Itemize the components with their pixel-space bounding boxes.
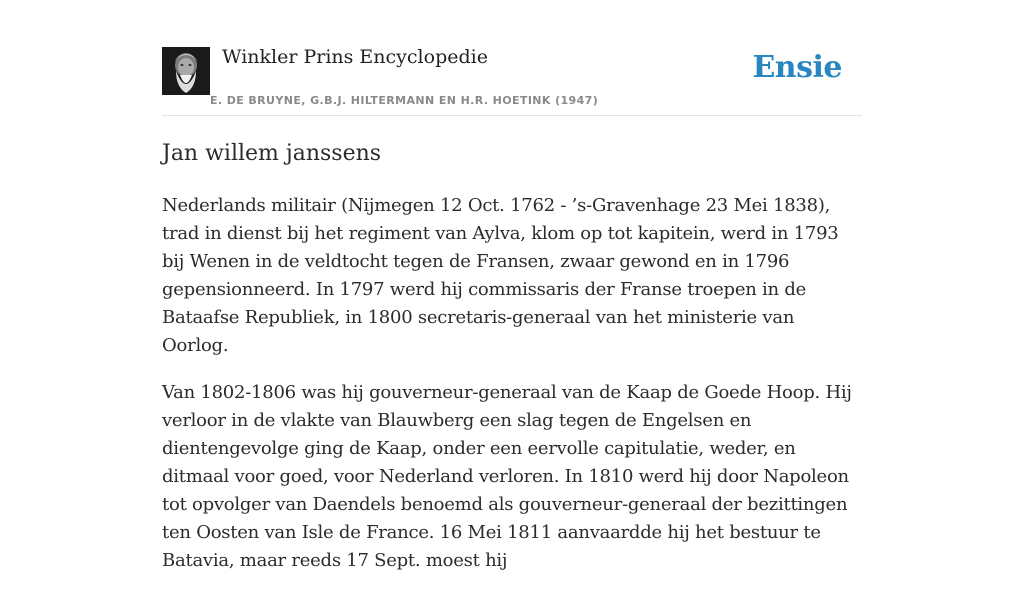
page-container [162, 0, 862, 571]
article-body [162, 192, 862, 594]
author-avatar[interactable] [162, 47, 210, 95]
brand-logo[interactable]: Ensie [752, 50, 842, 85]
site-title[interactable]: Winkler Prins Encyclopedie [222, 46, 488, 68]
article-paragraph: Van 1802-1806 was hij gouverneur-generaal van de Kaap de Goede Hoop. Hij verloor in de vlakte van Blauwberg een slag tegen de Engelsen en dientengevolge ging de Kaap, onder een eervolle capitulatie, weder, en ditmaal voor goed, voor Nederland verloren. In 1810 werd hij door Napoleon tot opvolger van Daendels benoemd als gouverneur-generaal der bezittingen ten Oosten van Isle de France. 16 Mei 1811 aanvaardde hij het bestuur te Batavia, maar reeds 17 Sept. moest hij [162, 382, 852, 571]
header [162, 0, 862, 116]
author-portrait-image [162, 47, 210, 95]
authors-line: E. DE BRUYNE, G.B.J. HILTERMANN EN H.R. HOETINK (1947) [210, 94, 599, 107]
article-title: Jan willem janssens [162, 141, 382, 166]
article-paragraph: Nederlands militair (Nijmegen 12 Oct. 1762 - ’s-Gravenhage 23 Mei 1838), trad in dienst bij het regiment van Aylva, klom op tot kapitein, werd in 1793 bij Wenen in de veldtocht tegen de Fransen, zwaar gewond en in 1796 gepensionneerd. In 1797 werd hij commissaris der Franse troepen in de Bataafse Republiek, in 1800 secretaris-generaal van het ministerie van Oorlog. [162, 195, 839, 356]
